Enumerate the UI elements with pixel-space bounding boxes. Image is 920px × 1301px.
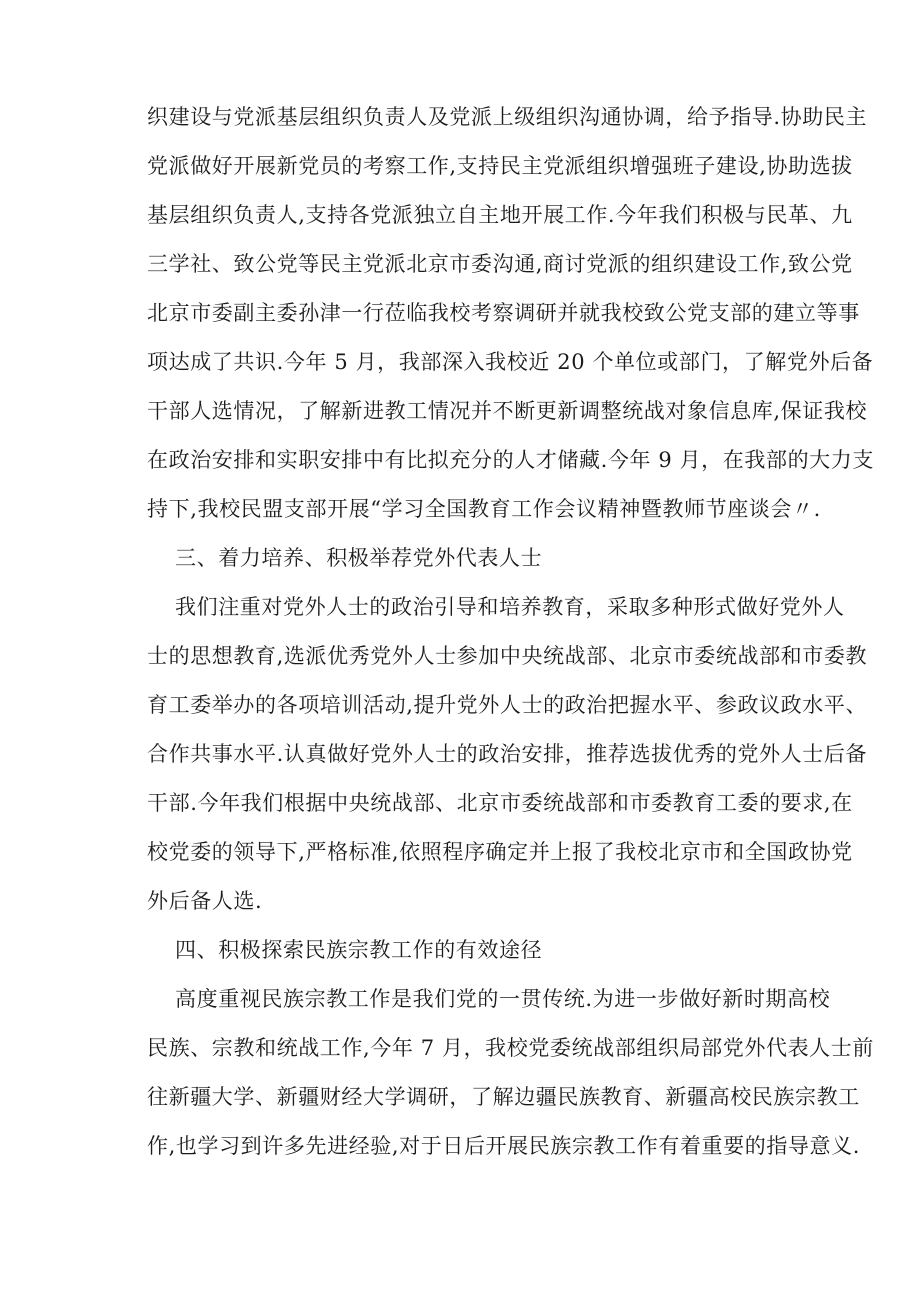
text-line: 合作共事水平.认真做好党外人士的政治安排，推荐选拔优秀的党外人士后备: [147, 742, 868, 766]
text-line: 基层组织负责人,支持各党派独立自主地开展工作.今年我们积极与民革、九: [147, 203, 853, 227]
text-line: 干部人选情况，了解新进教工情况并不断更新调整统战对象信息库,保证我校: [147, 399, 868, 423]
text-line: 党派做好开展新党员的考察工作,支持民主党派组织增强班子建设,协助选拔: [147, 154, 853, 178]
text-line: 作,也学习到许多先进经验,对于日后开展民族宗教工作有着重要的指导意义.: [147, 1134, 861, 1158]
text-line: 三学社、致公党等民主党派北京市委沟通,商讨党派的组织建设工作,致公党: [147, 252, 853, 276]
document-body: [147, 93, 874, 1171]
text-line: 育工委举办的各项培训活动,提升党外人士的政治把握水平、参政议政水平、: [147, 693, 868, 717]
text-line: 士的思想教育,选派优秀党外人士参加中央统战部、北京市委统战部和市委教: [147, 644, 868, 668]
text-line: 织建设与党派基层组织负责人及党派上级组织沟通协调，给予指导.协助民主: [147, 105, 868, 129]
text-line: 外后备人选.: [147, 889, 263, 913]
text-line: 民族、宗教和统战工作,今年 7 月，我校党委统战部组织局部党外代表人士前: [147, 1036, 874, 1060]
text-line: 干部.今年我们根据中央统战部、北京市委统战部和市委教育工委的要求,在: [147, 791, 853, 815]
text-line: 持下,我校民盟支部开展“学习全国教育工作会议精神暨教师节座谈会〃.: [147, 497, 821, 521]
text-line: 往新疆大学、新疆财经大学调研，了解边疆民族教育、新疆高校民族宗教工: [147, 1085, 860, 1109]
text-line: 我们注重对党外人士的政治引导和培养教育，采取多种形式做好党外人: [175, 595, 845, 619]
section-heading: 三、着力培养、积极举荐党外代表人士: [175, 546, 543, 570]
text-line: 高度重视民族宗教工作是我们党的一贯传统.为进一步做好新时期高校: [175, 987, 831, 1011]
text-line: 北京市委副主委孙津一行莅临我校考察调研并就我校致公党支部的建立等事: [147, 301, 860, 325]
text-line: 校党委的领导下,严格标准,依照程序确定并上报了我校北京市和全国政协党: [147, 840, 853, 864]
text-line: 项达成了共识.今年 5 月，我部深入我校近 20 个单位或部门，了解党外后备: [147, 350, 874, 374]
text-line: 在政治安排和实职安排中有比拟充分的人才储藏.今年 9 月，在我部的大力支: [147, 448, 874, 472]
section-heading: 四、积极探索民族宗教工作的有效途径: [175, 938, 543, 962]
